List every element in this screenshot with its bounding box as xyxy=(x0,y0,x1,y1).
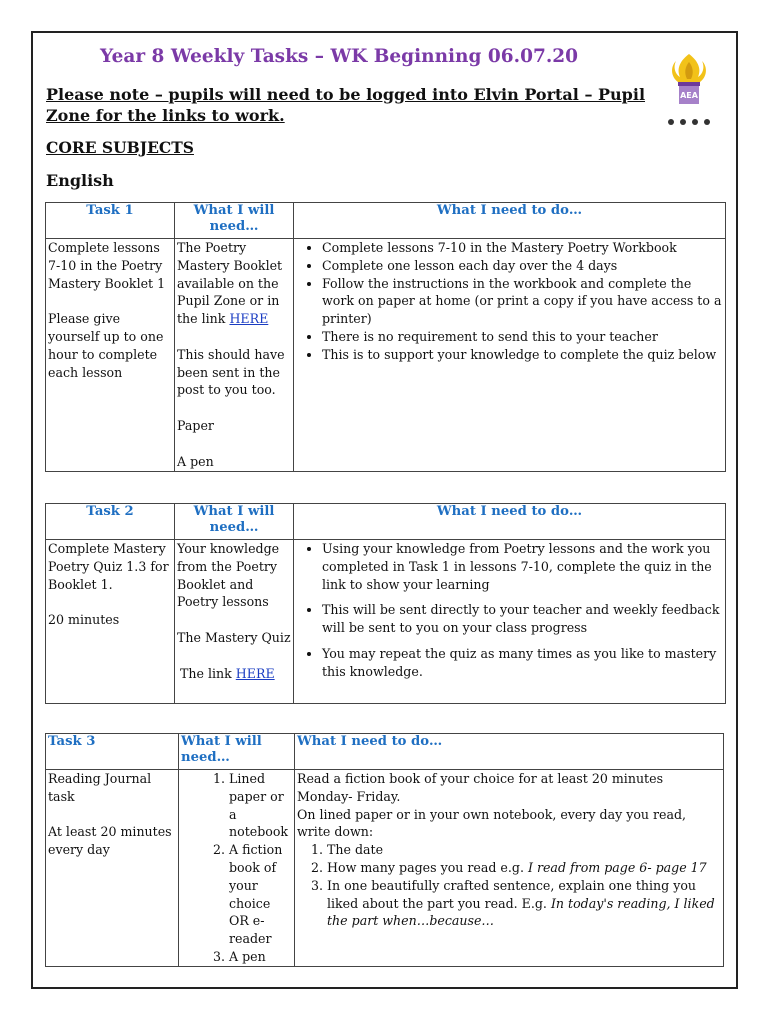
task2-need-cell: Your knowledge from the Poetry Booklet and Poetry lessons The Mastery Quiz The link HERE xyxy=(175,540,294,704)
task2-table xyxy=(45,503,726,704)
task3-header-task: Task 3 xyxy=(46,734,179,770)
task2-here-link[interactable]: HERE xyxy=(235,665,275,681)
list-item: • This will be sent directly to your teacher and weekly feedback will be sent to you on your class progress xyxy=(322,601,723,637)
login-note: Please note – pupils will need to be logged into Elvin Portal – Pupil Zone for the links to work. xyxy=(46,85,646,125)
svg-text:AEA: AEA xyxy=(680,91,698,100)
subject-heading: English xyxy=(46,171,114,190)
list-item: • Complete lessons 7-10 in the Mastery Poetry Workbook xyxy=(322,239,723,257)
list-item: 2. How many pages you read e.g. I read from page 6- page 17 xyxy=(327,859,721,877)
list-item: • You may repeat the quiz as many times as you like to mastery this knowledge. xyxy=(322,645,723,681)
task2-header-task: Task 2 xyxy=(46,504,175,540)
task3-do-cell: Read a fiction book of your choice for at least 20 minutes Monday- Friday. On lined paper or in your own notebook, every day you read, write down: 1. The date 2. How many pages you read e.g. I read from page 6- page 17 3. In one beautifully crafted sentence, explain one thing you liked about the part you read. E.g. In today's reading, I liked the part when…because… xyxy=(295,770,724,967)
page-title: Year 8 Weekly Tasks – WK Beginning 06.07.20 xyxy=(100,46,579,67)
school-logo xyxy=(664,50,714,130)
task1-task-cell: Complete lessons 7-10 in the Poetry Mastery Booklet 1 Please give yourself up to one hour to complete each lesson xyxy=(46,239,175,472)
list-item: • There is no requirement to send this to your teacher xyxy=(322,328,723,346)
list-item: • This is to support your knowledge to complete the quiz below xyxy=(322,346,723,364)
task2-do-cell xyxy=(294,540,726,704)
list-item: • Using your knowledge from Poetry lessons and the work you completed in Task 1 in lessons 7-10, complete the quiz in the link to show your learning xyxy=(322,540,723,593)
list-item: • Follow the instructions in the workbook and complete the work on paper at home (or print a copy if you have access to a printer) xyxy=(322,275,723,328)
task3-task-cell: Reading Journal task At least 20 minutes every day xyxy=(46,770,179,967)
list-item: 1. Lined paper or a notebook xyxy=(229,770,292,841)
list-item: 1. The date xyxy=(327,841,721,859)
list-item: 2. A fiction book of your choice OR e-reader xyxy=(229,841,292,948)
task3-table xyxy=(45,733,724,967)
task1-here-link[interactable]: HERE xyxy=(229,311,269,327)
task1-header-need: What I will need… xyxy=(175,203,294,239)
task3-header-do: What I need to do… xyxy=(295,734,724,770)
task3-need-cell xyxy=(179,770,295,967)
list-item: • Complete one lesson each day over the 4 days xyxy=(322,257,723,275)
task1-do-cell xyxy=(294,239,726,472)
core-subjects-heading: CORE SUBJECTS xyxy=(46,138,194,157)
task1-need-cell: The Poetry Mastery Booklet available on the Pupil Zone or in the link HERE This should have been sent in the post to you too. Paper A pen xyxy=(175,239,294,472)
task2-header-do: What I need to do… xyxy=(294,504,726,540)
task1-header-do: What I need to do… xyxy=(294,203,726,239)
task3-header-need: What I will need… xyxy=(179,734,295,770)
list-item: 3. A pen xyxy=(229,948,292,966)
task1-table xyxy=(45,202,726,472)
list-item: 3. In one beautifully crafted sentence, explain one thing you liked about the part you read. E.g. In today's reading, I liked the part when…because… xyxy=(327,877,721,930)
task2-header-need: What I will need… xyxy=(175,504,294,540)
task2-task-cell: Complete Mastery Poetry Quiz 1.3 for Booklet 1. 20 minutes xyxy=(46,540,175,704)
task1-header-task: Task 1 xyxy=(46,203,175,239)
